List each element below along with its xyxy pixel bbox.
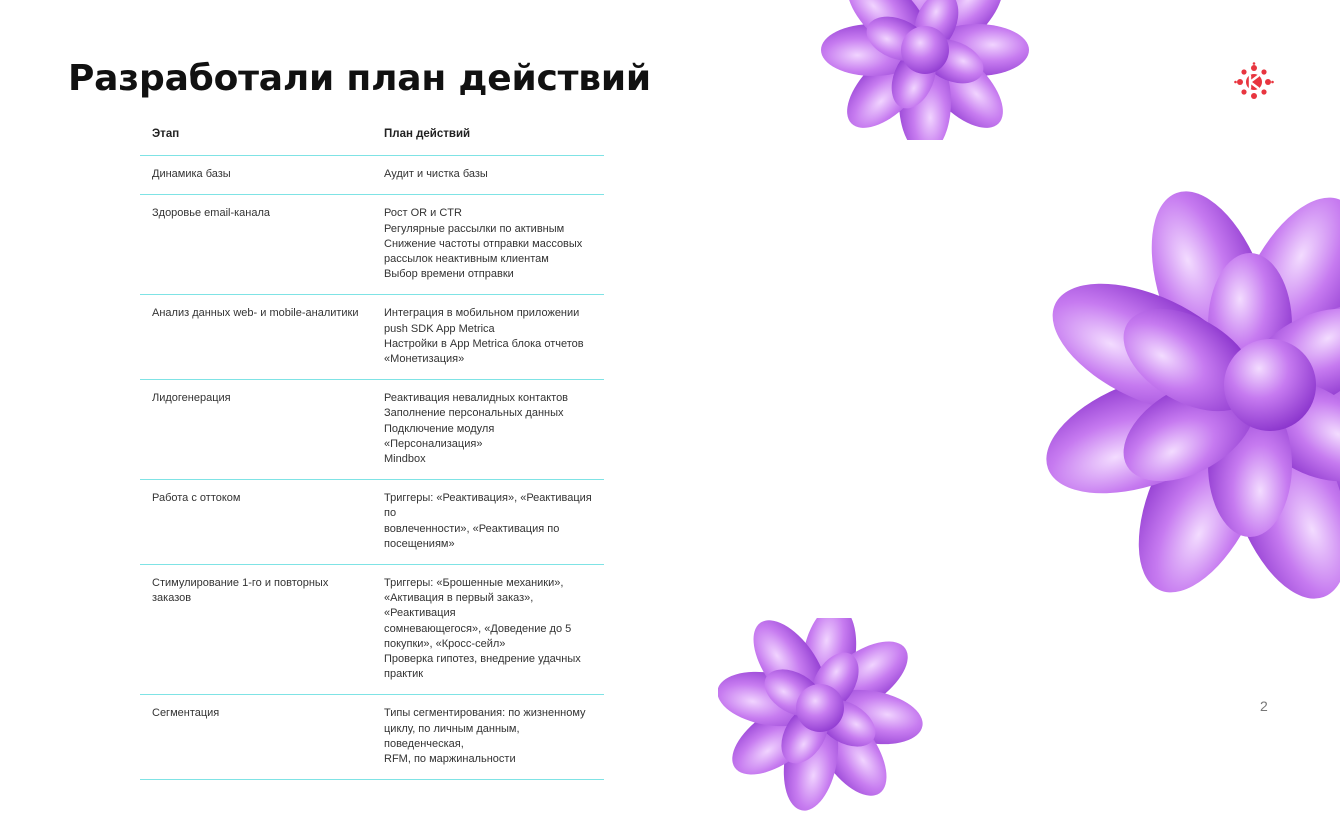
- plan-cell: [372, 295, 604, 380]
- table-row: [140, 695, 604, 780]
- stage-cell: Динамика базы: [140, 156, 372, 195]
- plan-line: практик: [384, 668, 424, 681]
- plan-line: Реактивация невалидных контактов: [384, 392, 569, 405]
- table-row: [140, 295, 604, 380]
- plan-line: Триггеры: «Реактивация», «Реактивация по: [384, 492, 592, 520]
- purple-flower-decoration: [1040, 190, 1340, 610]
- table-row: [140, 565, 604, 695]
- page-number: 2: [1260, 698, 1268, 714]
- stage-cell: Сегментация: [140, 695, 372, 780]
- column-header-stage: Этап: [140, 116, 372, 156]
- stage-cell: Здоровье email-канала: [140, 195, 372, 295]
- plan-line: Проверка гипотез, внедрение удачных: [384, 653, 581, 666]
- plan-line: Интеграция в мобильном приложении: [384, 307, 580, 320]
- plan-cell: [372, 695, 604, 780]
- plan-line: Триггеры: «Брошенные механики»,: [384, 577, 564, 590]
- table-row: [140, 480, 604, 565]
- brand-logo-icon: [1234, 62, 1274, 102]
- plan-line: Заполнение персональных данных: [384, 407, 564, 420]
- stage-cell: Анализ данных web- и mobile-аналитики: [140, 295, 372, 380]
- plan-line: RFM, по маржинальности: [384, 753, 516, 766]
- plan-cell: [372, 380, 604, 480]
- plan-line: push SDK App Metrica: [384, 322, 495, 335]
- purple-flower-decoration: [820, 0, 1030, 140]
- plan-line: Снижение частоты отправки массовых: [384, 237, 583, 250]
- plan-line: Настройки в App Metrica блока отчетов: [384, 337, 584, 350]
- plan-line: рассылок неактивным клиентам: [384, 253, 549, 266]
- purple-flower-decoration: [718, 618, 928, 818]
- plan-cell: [372, 156, 604, 195]
- plan-line: Аудит и чистка базы: [384, 168, 488, 181]
- plan-line: Регулярные рассылки по активным: [384, 222, 565, 235]
- table-row: [140, 380, 604, 480]
- plan-line: сомневающегося», «Доведение до 5: [384, 622, 572, 635]
- plan-cell: [372, 195, 604, 295]
- plan-line: Типы сегментирования: по жизненному: [384, 707, 586, 720]
- stage-cell: Лидогенерация: [140, 380, 372, 480]
- plan-line: покупки», «Кросс-сейл»: [384, 637, 506, 650]
- plan-line: Выбор времени отправки: [384, 268, 514, 281]
- table-row: [140, 195, 604, 295]
- plan-cell: [372, 565, 604, 695]
- plan-line: «Монетизация»: [384, 353, 465, 366]
- plan-line: вовлеченности», «Реактивация по: [384, 522, 560, 535]
- table-header-row: [140, 116, 604, 156]
- stage-cell: Стимулирование 1-го и повторных заказов: [140, 565, 372, 695]
- plan-line: Рост OR и CTR: [384, 207, 462, 220]
- slide-title: Разработали план действий: [68, 58, 651, 99]
- column-header-plan: План действий: [372, 116, 604, 156]
- plan-line: Подключение модуля «Персонализация»: [384, 422, 495, 450]
- stage-cell: Работа с оттоком: [140, 480, 372, 565]
- action-plan-table: [140, 116, 604, 780]
- plan-line: посещениям»: [384, 537, 455, 550]
- plan-cell: [372, 480, 604, 565]
- plan-line: Mindbox: [384, 453, 426, 466]
- plan-line: «Активация в первый заказ», «Реактивация: [384, 592, 534, 620]
- plan-line: циклу, по личным данным, поведенческая,: [384, 722, 520, 750]
- table-row: [140, 156, 604, 195]
